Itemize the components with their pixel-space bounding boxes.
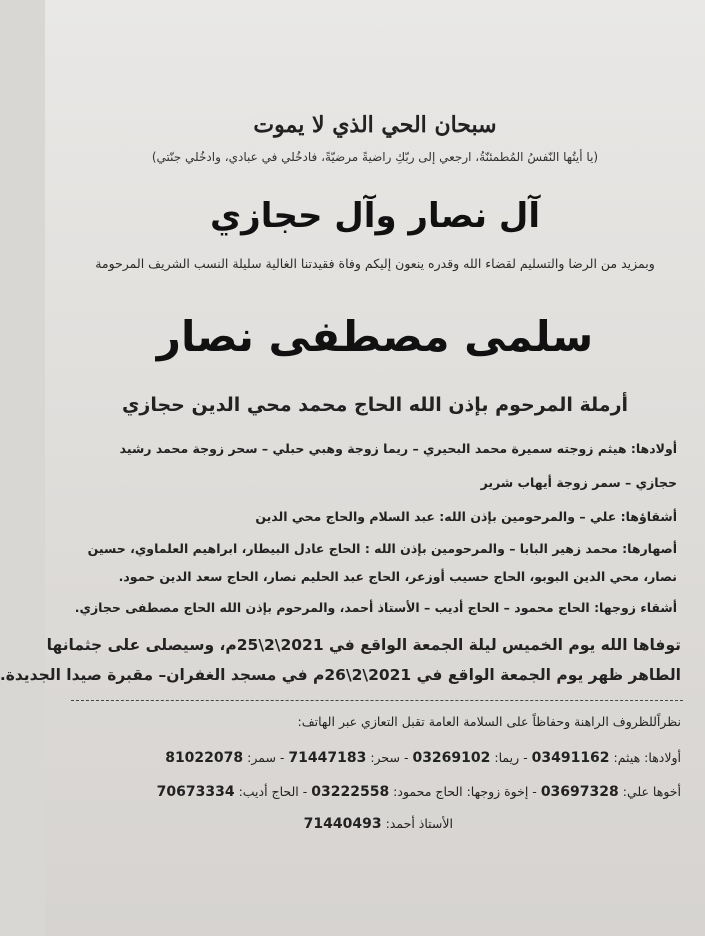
rima-label: - ريما: [494, 750, 528, 765]
children-label: أولادها: [630, 441, 677, 456]
families-title: آل نصار وآل حجازي [209, 196, 541, 236]
mahmoud-phone[interactable]: 03222558 [311, 784, 390, 800]
husband-siblings-text: الحاج محمود – الحاج أديب – الأستاذ أحمد، والمرحوم بإذن الله الحاج مصطفى حجازي. [74, 600, 590, 615]
ali-phone[interactable]: 03697328 [540, 784, 619, 800]
adib-phone[interactable]: 70673334 [156, 784, 235, 800]
quran-verse: (يا أيتُها النّفسُ المُطمئنّةُ، ارجعي إلى ربّكِ راضيةً مرضيّةً، فادخُلي في عبادي، وادخُلي جنّتي) [151, 150, 599, 164]
children-line-1 [120, 441, 677, 456]
widow-of: أرملة المرحوم بإذن الله الحاج محمد محي الدين حجازي [121, 394, 629, 416]
dashed-divider [71, 700, 683, 701]
inlaws-line-1 [88, 541, 677, 556]
siblings-line [255, 509, 677, 524]
samar-label: - سمر: [247, 750, 285, 765]
sahar-phone[interactable]: 71447183 [288, 750, 367, 766]
haitham-label: أولادها: هيثم: [613, 750, 681, 765]
inlaws-line-2: نصار، محي الدين البوبو، الحاج حسيب أوزعر، الحاج عبد الحليم نصار، الحاج سعد الدين حمود. [118, 569, 677, 584]
mahmoud-label: - إخوة زوجها: الحاج محمود: [393, 784, 537, 799]
ali-label: أخوها علي: [622, 784, 681, 799]
husband-siblings-label: أشقاء زوجها: [594, 600, 677, 615]
inlaws-text-1: محمد زهير البابا – والمرحومين بإذن الله : الحاج عادل البيطار، ابراهيم العلماوي، حسين [87, 541, 618, 556]
haitham-phone[interactable]: 03491162 [531, 750, 610, 766]
relatives-phones [157, 784, 681, 800]
death-notice-line-2: الطاهر ظهر يوم الجمعة الواقع في 2021\2\26م في مسجد الغفران– مقبرة صيدا الجديدة. [0, 666, 681, 684]
death-notice-line-1: توفاها الله يوم الخميس ليلة الجمعة الواقع في 2021\2\25م، وسيصلى على جثمانها [46, 636, 681, 654]
rima-phone[interactable]: 03269102 [412, 750, 491, 766]
children-line-2: حجازي – سمر زوجة أيهاب شرير [480, 475, 677, 490]
siblings-label: أشقاؤها: [620, 509, 677, 524]
adib-label: - الحاج أديب: [238, 784, 308, 799]
ahmad-label: الأستاذ أحمد: [385, 816, 453, 831]
condolence-note: نظراًللظروف الراهنة وحفاظاً على السلامة العامة تقبل التعازي عبر الهاتف: [297, 714, 681, 729]
ahmad-phone-line [304, 816, 453, 832]
siblings-text: علي – والمرحومين بإذن الله: عبد السلام والحاج محي الدين [255, 509, 617, 524]
inlaws-label: أصهارها: [622, 541, 677, 556]
religious-heading: سبحان الحي الذي لا يموت [253, 112, 497, 138]
announcement-intro: وبمزيد من الرضا والتسليم لقضاء الله وقدره ينعون إليكم وفاة فقيدتنا الغالية سليلة النسب الشريف المرحومة [95, 256, 655, 271]
samar-phone[interactable]: 81022078 [165, 750, 244, 766]
ahmad-phone[interactable]: 71440493 [303, 816, 382, 832]
children-phones [165, 750, 681, 766]
husband-siblings-line [75, 600, 677, 615]
children-text-1: هيثم زوجته سميرة محمد البحيري – ريما زوجة وهبي حبلي – سحر زوجة محمد رشيد [119, 441, 627, 456]
sahar-label: - سحر: [370, 750, 409, 765]
deceased-name: سلمى مصطفى نصار [156, 312, 594, 361]
